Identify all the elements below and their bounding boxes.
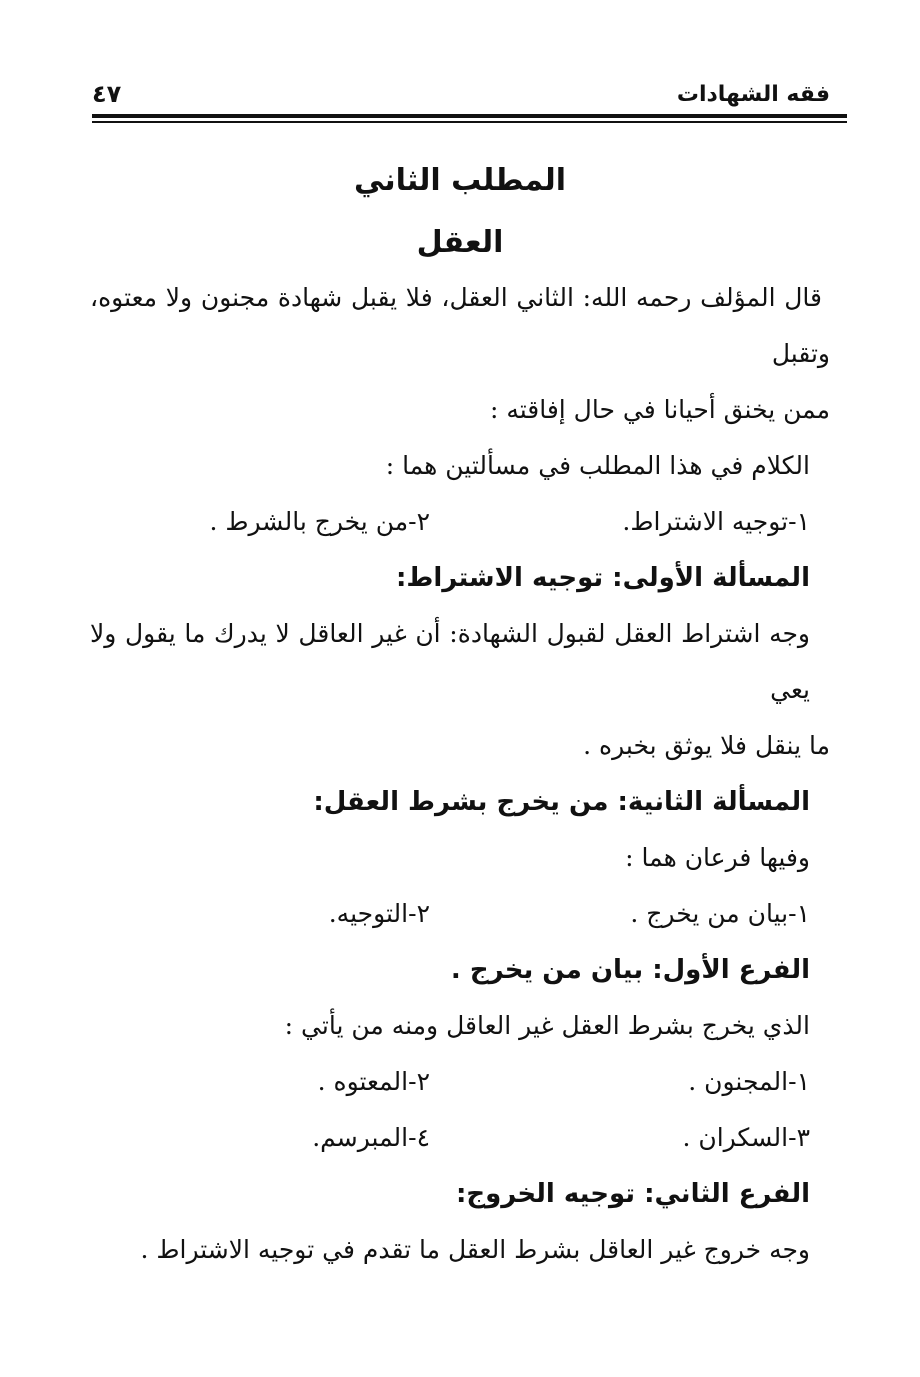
excluded-list-item: ٤-المبرسم. — [312, 1123, 430, 1152]
branch-1-intro: الذي يخرج بشرط العقل غير العاقل ومنه من يأتي : — [284, 1011, 810, 1040]
intro-line-1: قال المؤلف رحمه الله: الثاني العقل، فلا يقبل شهادة مجنون ولا معتوه، وتقبل — [90, 283, 830, 368]
header-rule-thick — [92, 114, 847, 118]
issues-list — [90, 494, 830, 550]
branches-list-item: ١-بيان من يخرج . — [630, 899, 810, 928]
issue-1-text: وجه اشتراط العقل لقبول الشهادة: أن غير العاقل لا يدرك ما يقول ولا يعي — [90, 619, 810, 704]
excluded-list-item: ٣-السكران . — [682, 1123, 810, 1152]
issue-2-heading: المسألة الثانية: من يخرج بشرط العقل: — [313, 787, 810, 817]
issue-1-heading: المسألة الأولى: توجيه الاشتراط: — [395, 563, 810, 593]
running-title: فقه الشهادات — [676, 82, 830, 107]
issues-list-item: ٢-من يخرج بالشرط . — [209, 507, 430, 536]
issues-list-item: ١-توجيه الاشتراط. — [622, 507, 810, 536]
intro-line-3: الكلام في هذا المطلب في مسألتين هما : — [385, 451, 810, 480]
section-title: المطلب الثاني — [353, 163, 566, 198]
page-number: ٤٧ — [92, 80, 122, 108]
intro-line-2: ممن يخنق أحيانا في حال إفاقته : — [489, 395, 830, 424]
branch-1-heading: الفرع الأول: بيان من يخرج . — [450, 955, 810, 985]
excluded-list-row — [90, 1110, 830, 1166]
excluded-list-row — [90, 1054, 830, 1110]
branches-list-item: ٢-التوجيه. — [328, 899, 430, 928]
branch-2-text: وجه خروج غير العاقل بشرط العقل ما تقدم في توجيه الاشتراط . — [140, 1235, 810, 1264]
branches-list — [90, 886, 830, 942]
page-header — [92, 78, 830, 118]
excluded-list-item: ١-المجنون . — [688, 1067, 810, 1096]
issue-2-intro: وفيها فرعان هما : — [625, 843, 810, 872]
excluded-list-item: ٢-المعتوه . — [317, 1067, 430, 1096]
branch-2-heading: الفرع الثاني: توجيه الخروج: — [455, 1179, 810, 1209]
section-subtitle: العقل — [416, 225, 504, 260]
issue-1-text-cont: ما ينقل فلا يوثق بخبره . — [583, 731, 830, 760]
header-rule-thin — [92, 121, 847, 123]
page-content — [90, 160, 830, 1278]
